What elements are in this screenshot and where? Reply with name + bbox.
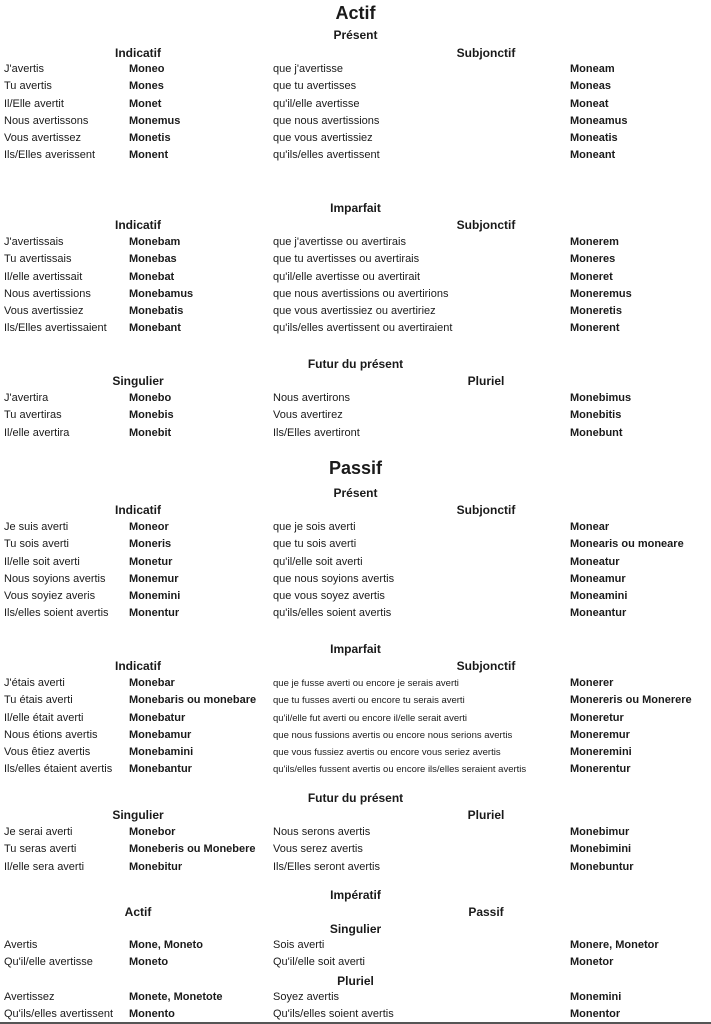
- french-right-cell: qu'il/elle avertisse ou avertirait: [273, 270, 421, 283]
- latin-left-cell: Monento: [129, 1008, 175, 1021]
- latin-left-cell: Moneor: [129, 521, 169, 533]
- french-left-cell: Tu seras averti: [4, 843, 77, 856]
- french-right-cell: Soyez avertis: [273, 991, 340, 1003]
- latin-left-cell: Monent: [129, 149, 169, 162]
- latin-left-cell: Monentur: [129, 607, 180, 620]
- latin-left-cell: Monebatur: [129, 711, 186, 724]
- conj-row: [0, 675, 711, 692]
- conj-row: [0, 710, 711, 727]
- french-right-cell: Sois averti: [273, 939, 325, 951]
- french-left-cell: Il/elle soit averti: [4, 555, 80, 568]
- conj-row: [0, 536, 711, 553]
- mood-header-subjonctif: Subjonctif: [456, 46, 516, 60]
- conj-row: [0, 937, 711, 954]
- latin-right-cell: Monebitis: [570, 409, 622, 422]
- french-left-cell: Avertis: [4, 939, 38, 951]
- latin-right-cell: Monebimini: [570, 843, 632, 856]
- french-right-cell: Vous avertirez: [273, 409, 343, 422]
- conj-row: [0, 989, 711, 1006]
- latin-right-cell: Monebunt: [570, 426, 623, 439]
- latin-right-cell: Monerentur: [570, 763, 631, 776]
- conj-row: [0, 841, 711, 858]
- french-left-cell: Il/elle avertissait: [4, 270, 83, 283]
- latin-left-cell: Monebo: [129, 392, 172, 404]
- french-left-cell: J'avertis: [4, 63, 44, 75]
- latin-left-cell: Monebant: [129, 322, 181, 335]
- table-actif-present: [0, 61, 711, 165]
- french-left-cell: J'avertira: [4, 392, 49, 404]
- table-imperatif-pluriel: [0, 989, 711, 1024]
- french-right-cell: qu'ils/elles soient avertis: [273, 607, 392, 620]
- french-right-cell: que j'avertisse: [273, 63, 343, 75]
- conj-row: [0, 519, 711, 536]
- french-right-cell: Vous serez avertis: [273, 843, 363, 856]
- conj-row: [0, 303, 711, 320]
- french-right-cell: Qu'ils/elles soient avertis: [273, 1008, 394, 1021]
- latin-right-cell: Monearis ou moneare: [570, 538, 684, 551]
- french-right-cell: qu'ils/elles fussent avertis ou encore ils/elles seraient avertis: [273, 764, 527, 776]
- latin-left-cell: Monetur: [129, 555, 173, 568]
- latin-right-cell: Moneam: [570, 63, 615, 75]
- number-header-singulier: Singulier: [112, 374, 164, 388]
- tense-header-actif-present: Présent: [333, 28, 378, 42]
- latin-right-cell: Monentor: [570, 1008, 621, 1021]
- tense-header-passif-present: Présent: [333, 486, 378, 500]
- french-left-cell: Ils/elles soient avertis: [4, 607, 109, 620]
- conj-row: [0, 588, 711, 605]
- french-right-cell: Qu'il/elle soit averti: [273, 956, 365, 969]
- conj-row: [0, 113, 711, 130]
- mood-title-imperatif: Impératif: [330, 888, 381, 902]
- latin-left-cell: Monebamus: [129, 287, 194, 300]
- mood-header-subjonctif: Subjonctif: [456, 659, 516, 673]
- latin-left-cell: Monebitur: [129, 860, 183, 873]
- number-header-pluriel: Pluriel: [467, 808, 505, 822]
- french-right-cell: que vous soyez avertis: [273, 590, 385, 603]
- mood-header-subjonctif: Subjonctif: [456, 503, 516, 517]
- conj-row: [0, 1006, 711, 1023]
- conj-row: [0, 61, 711, 78]
- french-right-cell: qu'il/elle soit averti: [273, 555, 363, 568]
- latin-left-cell: Monemur: [129, 572, 179, 585]
- french-right-cell: Nous serons avertis: [273, 826, 371, 838]
- conj-row: [0, 286, 711, 303]
- table-passif-imparfait: [0, 675, 711, 779]
- latin-left-cell: Monebam: [129, 236, 181, 248]
- french-left-cell: J'avertissais: [4, 236, 64, 248]
- latin-right-cell: Monetor: [570, 956, 614, 969]
- latin-right-cell: Moneres: [570, 253, 616, 266]
- french-right-cell: que nous avertissions: [273, 114, 380, 127]
- french-left-cell: Nous avertissons: [4, 114, 89, 127]
- french-left-cell: Nous soyions avertis: [4, 572, 106, 585]
- latin-left-cell: Monebis: [129, 409, 174, 422]
- french-left-cell: Ils/Elles averissent: [4, 149, 96, 162]
- latin-right-cell: Monebimus: [570, 392, 632, 404]
- french-right-cell: que vous avertissiez ou avertiriez: [273, 305, 436, 318]
- french-left-cell: Tu sois averti: [4, 538, 70, 551]
- french-left-cell: Vous soyiez averis: [4, 590, 96, 603]
- voice-header-actif: Actif: [124, 905, 152, 919]
- tense-header-passif-imparfait: Imparfait: [330, 642, 381, 656]
- latin-left-cell: Monete, Monetote: [129, 991, 223, 1003]
- mood-header-indicatif: Indicatif: [114, 503, 161, 517]
- latin-right-cell: Moneantur: [570, 607, 627, 620]
- table-imperatif-singulier: [0, 937, 711, 972]
- mood-header-indicatif: Indicatif: [114, 46, 161, 60]
- french-left-cell: J'étais averti: [4, 677, 65, 689]
- latin-right-cell: Moneamur: [570, 572, 626, 585]
- latin-left-cell: Moneris: [129, 538, 172, 551]
- latin-right-cell: Moneret: [570, 270, 613, 283]
- conj-row: [0, 571, 711, 588]
- french-left-cell: Qu'il/elle avertisse: [4, 956, 93, 969]
- conj-row: [0, 130, 711, 147]
- mood-header-subjonctif: Subjonctif: [456, 218, 516, 232]
- latin-right-cell: Moneremus: [570, 287, 632, 300]
- tense-header-actif-futur: Futur du présent: [307, 357, 404, 371]
- conj-row: [0, 390, 711, 407]
- latin-right-cell: Monear: [570, 521, 610, 533]
- latin-left-cell: Mone, Moneto: [129, 939, 203, 951]
- latin-right-cell: Moneatis: [570, 132, 618, 145]
- french-left-cell: Tu étais averti: [4, 694, 73, 707]
- number-header-singulier: Singulier: [112, 808, 164, 822]
- french-left-cell: Ils/elles étaient avertis: [4, 763, 113, 776]
- french-right-cell: Nous avertirons: [273, 392, 351, 404]
- latin-left-cell: Monet: [129, 97, 162, 110]
- french-right-cell: que tu fusses averti ou encore tu serais averti: [273, 695, 465, 707]
- conj-row: [0, 554, 711, 571]
- latin-right-cell: Moneat: [570, 97, 609, 110]
- french-right-cell: que nous soyions avertis: [273, 572, 395, 585]
- french-left-cell: Vous avertissez: [4, 132, 82, 145]
- conj-row: [0, 78, 711, 95]
- french-right-cell: que tu sois averti: [273, 538, 357, 551]
- latin-right-cell: Monerer: [570, 677, 614, 689]
- french-right-cell: que nous avertissions ou avertirions: [273, 287, 449, 300]
- french-left-cell: Tu avertiras: [4, 409, 62, 422]
- french-right-cell: Ils/Elles avertiront: [273, 426, 360, 439]
- latin-left-cell: Mones: [129, 80, 164, 93]
- latin-left-cell: Monemini: [129, 590, 181, 603]
- voice-title-actif: Actif: [335, 3, 376, 23]
- conj-row: [0, 425, 711, 442]
- french-left-cell: Vous êtiez avertis: [4, 746, 91, 759]
- latin-left-cell: Monemus: [129, 114, 181, 127]
- french-left-cell: Tu avertissais: [4, 253, 72, 266]
- tense-header-actif-imparfait: Imparfait: [330, 201, 381, 215]
- conj-row: [0, 407, 711, 424]
- french-right-cell: que vous fussiez avertis ou encore vous seriez avertis: [273, 747, 501, 759]
- french-left-cell: Je serai averti: [4, 826, 73, 838]
- french-left-cell: Il/elle sera averti: [4, 860, 85, 873]
- french-right-cell: que tu avertisses: [273, 80, 357, 93]
- conj-row: [0, 954, 711, 971]
- french-right-cell: que j'avertisse ou avertirais: [273, 236, 406, 248]
- latin-right-cell: Monereris ou Monerere: [570, 694, 692, 707]
- french-left-cell: Nous étions avertis: [4, 728, 98, 741]
- latin-right-cell: Moneretis: [570, 305, 622, 318]
- latin-right-cell: Moneremini: [570, 746, 632, 759]
- french-left-cell: Nous avertissions: [4, 287, 91, 300]
- number-header-pluriel: Pluriel: [337, 974, 374, 988]
- latin-right-cell: Moneatur: [570, 555, 620, 568]
- number-header-singulier: Singulier: [329, 922, 382, 936]
- latin-right-cell: Monemini: [570, 991, 622, 1003]
- latin-right-cell: Moneant: [570, 149, 616, 162]
- latin-left-cell: Monetis: [129, 132, 171, 145]
- latin-left-cell: Monebas: [129, 253, 177, 266]
- conj-row: [0, 147, 711, 164]
- conj-row: [0, 744, 711, 761]
- latin-right-cell: Moneamini: [570, 590, 628, 603]
- conj-row: [0, 96, 711, 113]
- french-left-cell: Il/elle avertira: [4, 426, 70, 439]
- table-actif-imparfait: [0, 234, 711, 338]
- french-right-cell: que je sois averti: [273, 521, 356, 533]
- number-header-pluriel: Pluriel: [467, 374, 505, 388]
- conj-row: [0, 692, 711, 709]
- french-left-cell: Qu'ils/elles avertissent: [4, 1008, 114, 1021]
- conj-row: [0, 234, 711, 251]
- latin-left-cell: Monebantur: [129, 763, 192, 776]
- table-actif-futur: [0, 390, 711, 442]
- french-left-cell: Ils/Elles avertissaient: [4, 322, 107, 335]
- french-right-cell: qu'il/elle fut averti ou encore il/elle serait averti: [273, 712, 468, 724]
- latin-left-cell: Monebaris ou monebare: [129, 694, 257, 707]
- conj-row: [0, 269, 711, 286]
- french-left-cell: Vous avertissiez: [4, 305, 84, 318]
- latin-left-cell: Monebamur: [129, 728, 192, 741]
- french-right-cell: qu'ils/elles avertissent ou avertiraient: [273, 322, 453, 335]
- french-left-cell: Je suis averti: [4, 521, 69, 533]
- conj-row: [0, 859, 711, 876]
- conj-row: [0, 605, 711, 622]
- latin-right-cell: Monere, Monetor: [570, 939, 659, 951]
- conj-row: [0, 761, 711, 778]
- conj-row: [0, 824, 711, 841]
- french-right-cell: qu'il/elle avertisse: [273, 97, 360, 110]
- french-left-cell: Il/elle était averti: [4, 711, 84, 724]
- latin-left-cell: Moneberis ou Monebere: [129, 843, 256, 856]
- french-right-cell: que vous avertissiez: [273, 132, 373, 145]
- conj-row: [0, 727, 711, 744]
- latin-left-cell: Monebatis: [129, 305, 184, 318]
- latin-right-cell: Moneretur: [570, 711, 624, 724]
- latin-left-cell: Monebamini: [129, 746, 194, 759]
- latin-left-cell: Monebit: [129, 426, 172, 439]
- latin-left-cell: Monebor: [129, 826, 176, 838]
- tense-header-passif-futur: Futur du présent: [307, 791, 404, 805]
- latin-left-cell: Monebat: [129, 270, 175, 283]
- french-right-cell: qu'ils/elles avertissent: [273, 149, 380, 162]
- latin-right-cell: Monerent: [570, 322, 620, 335]
- table-passif-present: [0, 519, 711, 623]
- latin-left-cell: Moneto: [129, 956, 169, 969]
- latin-left-cell: Monebar: [129, 677, 175, 689]
- french-left-cell: Il/Elle avertit: [4, 97, 64, 110]
- latin-right-cell: Monerem: [570, 236, 619, 248]
- french-left-cell: Avertissez: [4, 991, 55, 1003]
- latin-right-cell: Monebimur: [570, 826, 630, 838]
- latin-left-cell: Moneo: [129, 63, 165, 75]
- mood-header-indicatif: Indicatif: [114, 218, 161, 232]
- latin-right-cell: Moneas: [570, 80, 611, 93]
- latin-right-cell: Monebuntur: [570, 860, 634, 873]
- french-right-cell: Ils/Elles seront avertis: [273, 860, 380, 873]
- conj-row: [0, 251, 711, 268]
- latin-right-cell: Moneremur: [570, 728, 630, 741]
- french-right-cell: que tu avertisses ou avertirais: [273, 253, 420, 266]
- french-right-cell: que je fusse averti ou encore je serais averti: [273, 678, 459, 689]
- mood-header-indicatif: Indicatif: [114, 659, 161, 673]
- latin-right-cell: Moneamus: [570, 114, 628, 127]
- table-passif-futur: [0, 824, 711, 876]
- voice-header-passif: Passif: [468, 905, 504, 919]
- french-right-cell: que nous fussions avertis ou encore nous serions avertis: [273, 729, 513, 741]
- conj-row: [0, 320, 711, 337]
- voice-title-passif: Passif: [328, 458, 383, 478]
- french-left-cell: Tu avertis: [4, 80, 52, 93]
